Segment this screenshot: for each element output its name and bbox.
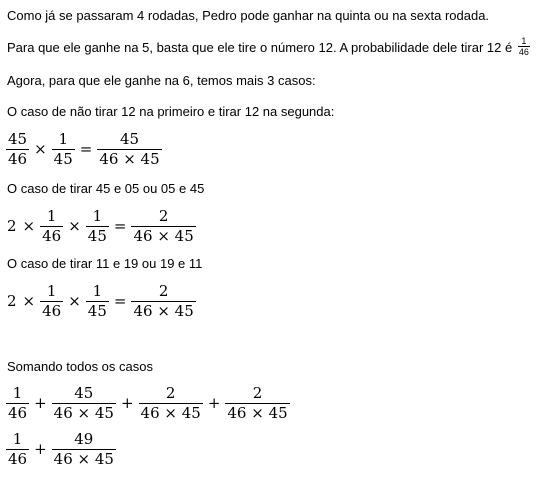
- denominator: 46 × 45: [227, 404, 288, 422]
- plus-operator: +: [34, 394, 47, 412]
- numerator: 1: [58, 130, 68, 148]
- fraction: [225, 385, 289, 422]
- fraction: [52, 385, 116, 422]
- equation-result: [4, 431, 118, 468]
- probability-fraction: [518, 36, 530, 57]
- denominator: 46 × 45: [99, 150, 160, 168]
- numerator: 45: [8, 130, 28, 148]
- numerator: 45: [119, 130, 140, 148]
- denominator: 45: [53, 150, 73, 168]
- denominator: 45: [87, 302, 107, 320]
- case2-text: O caso de tirar 45 e 05 ou 05 e 45: [7, 181, 205, 196]
- numerator: 1: [92, 207, 103, 225]
- fraction: [52, 431, 116, 468]
- denominator: 46: [42, 227, 62, 245]
- times-operator: ×: [34, 140, 47, 158]
- equals-operator: =: [79, 140, 93, 158]
- denominator: 46: [8, 450, 28, 468]
- coefficient: 2: [7, 217, 17, 235]
- equation-case2: [4, 208, 198, 245]
- case3-text: O caso de tirar 11 e 19 ou 19 e 11: [7, 256, 203, 271]
- denominator: 46: [8, 150, 28, 168]
- numerator: 2: [252, 384, 263, 402]
- numerator: 49: [74, 430, 94, 448]
- sum-text: Somando todos os casos: [7, 359, 153, 374]
- denominator: 46 × 45: [53, 450, 114, 468]
- fraction: [131, 283, 195, 320]
- denominator: 46 × 45: [53, 404, 114, 422]
- equation-sum: [4, 385, 292, 422]
- plus-operator: +: [120, 394, 134, 412]
- numerator: 1: [46, 282, 57, 300]
- fifth-round-label: Para que ele ganhe na 5, basta que ele tire o número 12. A probabilidade dele tirar 12 é: [7, 39, 513, 55]
- fraction: [86, 208, 109, 245]
- fraction: [86, 283, 109, 320]
- fraction: [40, 283, 63, 320]
- denominator: 46 × 45: [140, 404, 201, 422]
- denominator: 45: [87, 227, 107, 245]
- numerator: 2: [158, 207, 169, 225]
- probability-numerator: 1: [521, 36, 527, 46]
- numerator: 1: [12, 430, 23, 448]
- times-operator: ×: [68, 217, 81, 235]
- sixth-round-text: Agora, para que ele ganhe na 6, temos mais 3 casos:: [7, 73, 316, 88]
- numerator: 1: [92, 282, 103, 300]
- fraction: [52, 131, 75, 168]
- fraction: [139, 385, 203, 422]
- equals-operator: =: [113, 292, 127, 310]
- plus-operator: +: [207, 394, 221, 412]
- fifth-round-text: [7, 38, 530, 59]
- plus-operator: +: [34, 440, 47, 458]
- equation-case3: [4, 283, 198, 320]
- numerator: 2: [165, 384, 176, 402]
- fraction: [6, 385, 29, 422]
- equals-operator: =: [113, 217, 127, 235]
- numerator: 1: [46, 207, 57, 225]
- denominator: 46: [8, 404, 28, 422]
- times-operator: ×: [22, 217, 36, 235]
- times-operator: ×: [68, 292, 81, 310]
- coefficient: 2: [7, 292, 17, 310]
- numerator: 2: [158, 282, 169, 300]
- intro-text: Como já se passaram 4 rodadas, Pedro pode ganhar na quinta ou na sexta rodada.: [7, 8, 490, 23]
- fraction: [131, 208, 195, 245]
- fraction: [97, 131, 161, 168]
- equation-case1: [4, 131, 164, 168]
- fraction: [6, 431, 29, 468]
- fraction: [6, 131, 29, 168]
- fraction: [40, 208, 63, 245]
- times-operator: ×: [22, 292, 36, 310]
- numerator: 1: [12, 384, 23, 402]
- denominator: 46 × 45: [133, 227, 194, 245]
- case1-text: O caso de não tirar 12 na primeiro e tirar 12 na segunda:: [7, 104, 335, 119]
- denominator: 46 × 45: [133, 302, 194, 320]
- numerator: 45: [74, 384, 94, 402]
- probability-denominator: 46: [518, 47, 529, 57]
- denominator: 46: [42, 302, 62, 320]
